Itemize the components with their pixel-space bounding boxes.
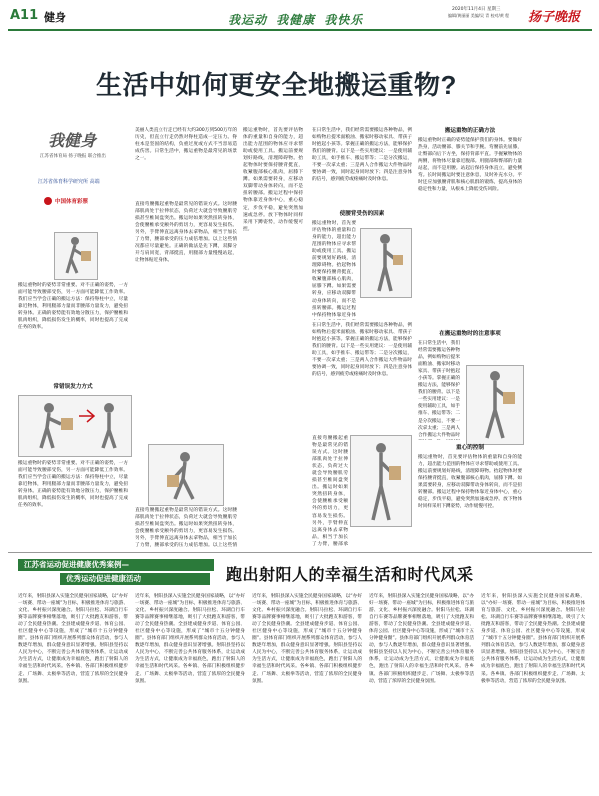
newspaper-logo: 扬子晚报 [528,10,581,25]
column-5-mid-paragraph: 在日常生活中，我们经常需要搬运各种物品，例如购物后提米面粮油、搬家时移动家具、带孩子时抱起小孩等。掌握正确的搬运方法，能够保护我们的腰背。以下是一些实用建议：一是使用辅助工具，如手推车、搬运带等；二是分次搬运，不要一次拿太重；三是两人合作搬运大件物品时 [418,341,460,438]
column-4-mid-paragraph: 搬运重物时，首先要评估物体的重量和自身的能力，超出能力范围的物体应寻求帮助或使用工具。搬运前要规划好路线，清理障碍物。抬起物体时要保持腰背挺直，收紧腹部核心肌肉，屈膝下蹲。如果需要转身，应移动双脚带动身体转向，而不是扭转腰部。搬运过程中保持物体靠近身体 [312,221,356,318]
column-logo-box [24,126,128,190]
intro-paragraph: 美丽人类直立行走已经有大约300万到500万年的历史，但直立行走仍然对脊柱造成一定压力。脊柱本是坚固的结构，负重过度或方式不当容易造成伤害。日常生活中，搬运重物是最常见的场景之一。 [135,128,237,162]
date-line: 2020年11月4日 星期三 [452,7,501,12]
slogan-3: 我快乐 [324,13,364,27]
column-logo: 我健身 [48,131,97,150]
column-2-paragraph: 直接弯腰搬起重物是最常见的错误方式。这时腰部肌肉处于拉伸状态，负荷过大就会导致腰肌劳损甚至椎间盘突出。搬运时如果突然扭转身体，会使腰椎承受额外的剪切力，更容易发生损伤。另外，手臂伸直远离身体去拿物品，相当于加长了力臂，腰部承受的压力成倍增加。以上这些情况都应尽量避免。正确的做法是先下蹲，双脚分开与肩同宽，背部挺直，用腿部力量慢慢站起，让物体贴近身体。 [135,202,237,264]
column-5-bottom-paragraph: 搬运重物时，首先要评估物体的重量和自身的能力，超出能力范围的物体应寻求帮助或使用工具。搬运前要规划好路线，清理障碍物。抬起物体时要保持腰背挺直，收紧腹部核心肌肉，屈膝下蹲。如果需要转身，应移动双脚带动身体转向，而不是扭转腰部。搬运过程中保持物体靠近身体中心，重心稳定，步伐平稳，避免突然加速或急停。放下物体时同样采用下蹲姿势，动作缓慢可控。 [418,455,522,510]
article2-col-5: 近年来，射阳县深入实施全民健身国家战略，以“办好一场赛、带动一座城”为目标，积极推进体育与旅游、文化、乡村振兴深度融合。射阳马拉松、环湖自行车赛等品牌赛事相继落地，吸引了大批跑友和游客，带动了全民健身热潮。全县建成健身步道、体育公园、社区健身中心等设施，形成了“城市十五分钟健身圈”。县体育部门组织开展系列群众体育活动，参与人数逐年增加，群众健身意识显著增强。射阳县坚持以人民为中心，不断完善公共体育服务体系，让运动成为生活方式，让健康成为幸福底色，跑出了射阳人的幸福生活和时代风采。各乡镇、各部门积极组织健步走、广场舞、太极拳等活动，营造了浓厚的全民健身氛围。 [481,594,585,684]
article2-col-1: 近年来，射阳县深入实施全民健身国家战略，以“办好一场赛、带动一座城”为目标，积极推进体育与旅游、文化、乡村振兴深度融合。射阳马拉松、环湖自行车赛等品牌赛事相继落地，吸引了大批跑友和游客，带动了全民健身热潮。全县建成健身步道、体育公园、社区健身中心等设施，形成了“城市十五分钟健身圈”。县体育部门组织开展系列群众体育活动，参与人数逐年增加，群众健身意识显著增强。射阳县坚持以人民为中心，不断完善公共体育服务体系，让运动成为生活方式，让健康成为幸福底色，跑出了射阳人的幸福生活和时代风采。各乡镇、各部门积极组织健步走、广场舞、太极拳等活动，营造了浓厚的全民健身氛围。 [18,594,128,684]
case-tag-1: 江苏省运动促进健康优秀案例— [18,559,214,571]
subhead-5: 搬运重物的正确方法 [444,128,496,134]
slogan-2: 我健康 [276,13,316,27]
subhead-1: 常错误发力方式 [53,384,93,390]
column-2-bottom-paragraph: 直接弯腰搬起重物是最常见的错误方式。这时腰部肌肉处于拉伸状态，负荷过大就会导致腰肌劳损甚至椎间盘突出。搬运时如果突然扭转身体，会使腰椎承受额外的剪切力，更容易发生损伤。另外，手臂伸直远离身体去拿物品，相当于加长了力臂，腰部承受的压力成倍增加。以上这些情 [135,508,237,549]
lifting-illustration-far-right [466,365,524,445]
column-3-paragraph: 搬运重物时，首先要评估物体的重量和自身的能力，超出能力范围的物体应寻求帮助或使用工具。搬运前要规划好路线，清理障碍物。抬起物体时要保持腰背挺直，收紧腹部核心肌肉，屈膝下蹲。如果需要转身，应移动双脚带动身体转向，而不是扭转腰部。搬运过程中保持物体靠近身体中心，重心稳定，步伐平稳，避免突然加速或急停。放下物体时同样采用下蹲姿势，动作缓慢可控。 [243,128,303,232]
header-slogans [228,9,408,28]
article2-headline: 跑出射阳人的幸福生活和时代风采 [226,565,474,584]
case-tag-2: 优秀运动促进健康活动 [60,573,210,585]
header-rule [8,29,592,31]
column-4-bottom-paragraph: 直接弯腰搬起重物是最常见的错误方式。这时腰部肌肉处于拉伸状态，负荷过大就会导致腰肌劳损甚至椎间盘突出。搬运时如果突然扭转身体，会使腰椎承受额外的剪切力，更容易发生损伤。另外，手臂伸直远离身体去拿物品，相当于加长了力臂，腰部承 [312,436,348,547]
lottery-caption: 中国体育彩票 [55,199,89,205]
slogan-1: 我运动 [228,13,268,27]
subhead-2: 使腰背受伤的因素 [339,211,385,217]
column-org: 江苏省体育科学研究所 高端 [38,179,100,185]
article2-col-2: 近年来，射阳县深入实施全民健身国家战略，以“办好一场赛、带动一座城”为目标，积极推进体育与旅游、文化、乡村振兴深度融合。射阳马拉松、环湖自行车赛等品牌赛事相继落地，吸引了大批跑友和游客，带动了全民健身热潮。全县建成健身步道、体育公园、社区健身中心等设施，形成了“城市十五分钟健身圈”。县体育部门组织开展系列群众体育活动，参与人数逐年增加，群众健身意识显著增强。射阳县坚持以人民为中心，不断完善公共体育服务体系，让运动成为生活方式，让健康成为幸福底色，跑出了射阳人的幸福生活和时代风采。各乡镇、各部门积极组织健步走、广场舞、太极拳等活动，营造了浓厚的全民健身氛围。 [135,594,245,684]
bottom-left-paragraph: 搬运重物时的姿势非常重要。对不正确的姿势，一方面可能导致腰部受伤，另一方面可能降低工作效率。我们应当学会正确的搬运方法：保持脊柱中立，尽量靠近物体，利用腿部力量而非腰部力量发力，避免扭转身体。正确的姿势能有效地分散压力，保护腰椎和肌肉组织，降低损伤发生的概率，同时也提高了完成任务的效率。 [18,461,128,509]
article2-col-4: 近年来，射阳县深入实施全民健身国家战略，以“办好一场赛、带动一座城”为目标，积极推进体育与旅游、文化、乡村振兴深度融合。射阳马拉松、环湖自行车赛等品牌赛事相继落地，吸引了大批跑友和游客，带动了全民健身热潮。全县建成健身步道、体育公园、社区健身中心等设施，形成了“城市十五分钟健身圈”。县体育部门组织开展系列群众体育活动，参与人数逐年增加，群众健身意识显著增强。射阳县坚持以人民为中心，不断完善公共体育服务体系，让运动成为生活方式，让健康成为幸福底色，跑出了射阳人的幸福生活和时代风采。各乡镇、各部门积极组织健步走、广场舞、太极拳等活动，营造了浓厚的全民健身氛围。 [369,594,474,684]
column-4-lower-paragraph: 在日常生活中，我们经常需要搬运各种物品，例如购物后提米面粮油、搬家时移动家具、带孩子时抱起小孩等。掌握正确的搬运方法，能够保护我们的腰背。以下是一些实用建议：一是使用辅助工具，如手推车、搬运带等；二是分次搬运，不要一次拿太重；三是两人合作搬运大件物品时要协调一致，同时起身同时放下；四是注意身体的信号，感到疲劳或疼痛时及时休息。 [312,323,412,378]
column-4-paragraph: 在日常生活中，我们经常需要搬运各种物品，例如购物后提米面粮油、搬家时移动家具、带孩子时抱起小孩等。掌握正确的搬运方法，能够保护我们的腰背。以下是一些实用建议：一是使用辅助工具，如手推车、搬运带等；二是分次搬运，不要一次拿太重；三是两人合作搬运大件物品时要协调一致，同时起身同时放下；四是注意身体的信号，感到疲劳或疼痛时及时休息。 [312,128,412,183]
column-5-paragraph: 搬运重物时正确的姿势能保护我们的身体。要做好热身，活动腰部、膝关节和手腕。弯腰前先屈膝，让臀部向后下方坐，保持背部平直。手握紧物体的两侧，将物体尽量靠近腹部。用腿部和臀部的力量站起，而不是用腰。站起后保持身体直立，避免侧弯。长时间搬运时要注意休息，及时补充水分。平时还应加强腰背肌和核心肌群的锻炼，提高身体的稳定性和力量，从根本上降低受伤风险。 [418,138,522,193]
lifting-illustration-right-1 [360,228,412,298]
section-divider [8,552,592,553]
page-number: A11 [10,8,39,23]
article1-headline: 生活中如何更安全地搬运重物? [96,70,457,100]
sidebar-paragraph: 搬运重物时的姿势非常重要。对不正确的姿势，一方面可能导致腰部受伤，另一方面可能降低工作效率。我们应当学会正确的搬运方法：保持脊柱中立，尽量靠近物体，利用腿部力量而非腰部力量发力，避免扭转身体。正确的姿势能有效地分散压力，保护腰椎和肌肉组织，降低损伤发生的概率，同时也提高了完成任务的效率。 [18,283,128,331]
column-intro: 江苏省体育局 扬子晚报 联合推出 [40,154,106,159]
lottery-mark-icon [44,197,52,205]
page-header [0,0,599,34]
lifting-illustration-center [148,444,224,506]
subhead-3: 在搬运重物时的注意事项 [439,331,501,337]
lifting-illustration-left [54,232,98,280]
article2-col-3: 近年来，射阳县深入实施全民健身国家战略，以“办好一场赛、带动一座城”为目标，积极推进体育与旅游、文化、乡村振兴深度融合。射阳马拉松、环湖自行车赛等品牌赛事相继落地，吸引了大批跑友和游客，带动了全民健身热潮。全县建成健身步道、体育公园、社区健身中心等设施，形成了“城市十五分钟健身圈”。县体育部门组织开展系列群众体育活动，参与人数逐年增加，群众健身意识显著增强。射阳县坚持以人民为中心，不断完善公共体育服务体系，让运动成为生活方式，让健康成为幸福底色，跑出了射阳人的幸福生活和时代风采。各乡镇、各部门积极组织健步走、广场舞、太极拳等活动，营造了浓厚的全民健身氛围。 [252,594,362,684]
china-lottery-logo [44,196,114,206]
editor-line: 编辑/黄丽丽 美编/吴 青 校对/黄 程 [448,13,510,18]
lifting-illustration-bottom-left [18,395,132,457]
section-name: 健身 [44,11,66,24]
subhead-4: 重心的控制 [456,445,484,451]
lifting-illustration-right-2 [350,435,412,527]
